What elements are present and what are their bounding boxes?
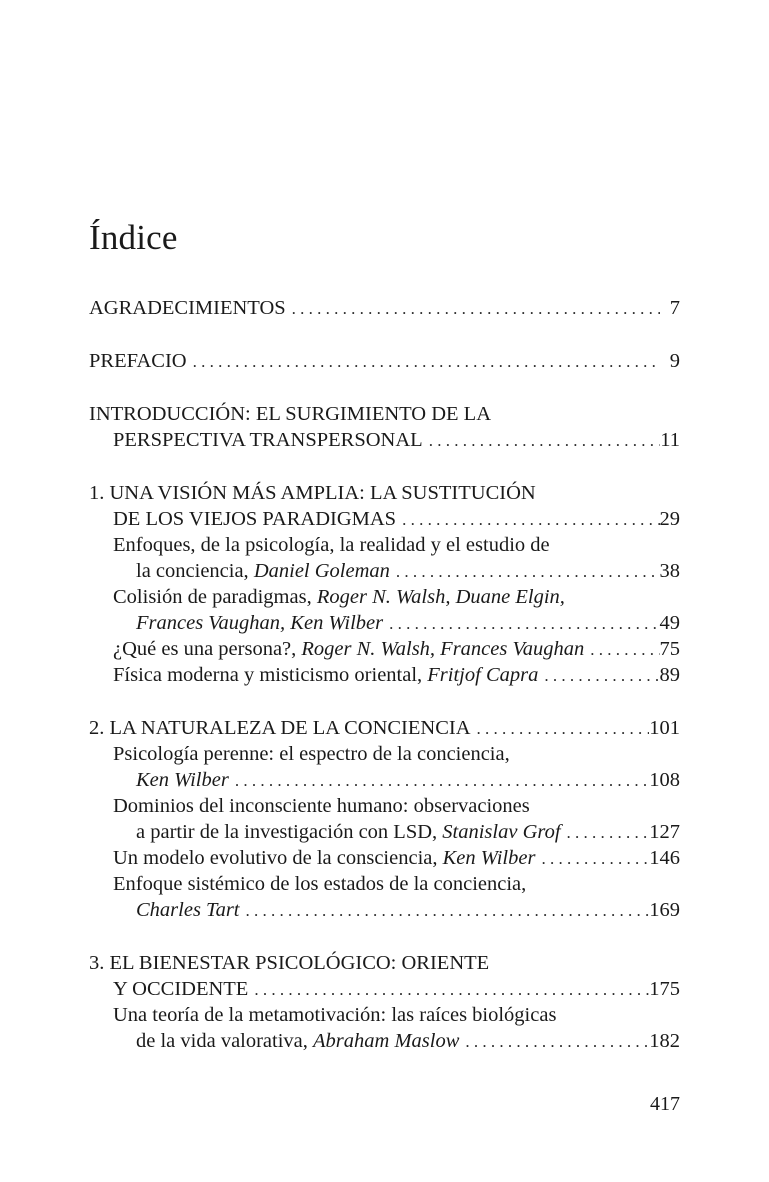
leader-dots [248,977,649,1003]
leader-dots [459,1029,649,1055]
toc-entry-prefacio[interactable] [89,348,680,374]
toc-author: Daniel Goleman [253,560,390,582]
toc-entry-introduccion-cont[interactable] [113,427,680,453]
toc-entry-text: PREFACIO [89,350,187,372]
toc-section-modelo[interactable] [113,845,680,871]
toc-page-number: 49 [659,612,680,634]
toc-entry-text: PERSPECTIVA TRANSPERSONAL [113,429,423,451]
toc-page-number: 101 [649,717,680,739]
leader-dots [187,349,660,375]
toc-entry-text: DE LOS VIEJOS PARADIGMAS [113,508,397,530]
toc-entry-text: Colisión de paradigmas, [113,586,317,608]
toc-section-colision-cont[interactable] [136,610,680,636]
toc-entry-text: Dominios del inconsciente humano: observaciones [113,795,530,817]
leader-dots [471,716,650,742]
toc-page-number: 182 [649,1030,680,1052]
toc-entry-agradecimientos[interactable] [89,295,680,321]
toc-page-number: 108 [649,769,680,791]
leader-dots [538,663,659,689]
toc-entry-text: Física moderna y misticismo oriental, [113,664,428,686]
toc-section-metamotivacion[interactable] [113,1002,680,1028]
toc-entry-text: Y OCCIDENTE [113,978,249,1000]
toc-entry-text: a partir de la investigación con LSD, [136,821,443,843]
toc-author: Ken Wilber [136,769,229,791]
leader-dots [229,768,649,794]
toc-page-number: 175 [649,978,680,1000]
toc-author: Frances Vaughan, Ken Wilber [136,612,384,634]
toc-section-perenne-cont[interactable] [136,767,680,793]
toc-section-persona[interactable] [113,636,680,662]
toc-entry-text: Un modelo evolutivo de la consciencia, [113,847,443,869]
toc-entry-introduccion[interactable] [89,401,680,427]
toc-page-number: 127 [649,821,680,843]
toc-section-goleman[interactable] [113,532,680,558]
toc-section-sistemico-cont[interactable] [136,897,680,923]
toc-entry-text: 2. LA NATURALEZA DE LA CONCIENCIA [89,717,471,739]
toc-entry-text: INTRODUCCIÓN: EL SURGIMIENTO DE LA [89,403,492,425]
leader-dots [240,898,650,924]
toc-section-goleman-cont[interactable] [136,558,680,584]
toc-entry-text: Psicología perenne: el espectro de la conciencia, [113,743,510,765]
toc-author: Fritjof Capra [427,664,539,686]
toc-page-number: 29 [659,508,680,530]
toc-section-fisica[interactable] [113,662,680,688]
toc-section-dominios[interactable] [113,793,680,819]
toc-chapter-3[interactable] [89,950,680,976]
toc-page-number: 7 [669,297,680,319]
toc-entry-text: 3. EL BIENESTAR PSICOLÓGICO: ORIENTE [89,952,490,974]
toc-author: Stanislav Grof [442,821,561,843]
toc-section-perenne[interactable] [113,741,680,767]
leader-dots [561,820,650,846]
toc-entry-text: Enfoques, de la psicología, la realidad y el estudio de [113,534,550,556]
toc-author: Charles Tart [136,899,240,921]
toc-entry-text: 1. UNA VISIÓN MÁS AMPLIA: LA SUSTITUCIÓN [89,482,536,504]
page-title: Índice [89,218,178,257]
toc-author: Abraham Maslow [313,1030,460,1052]
toc-chapter-3-cont[interactable] [113,976,680,1002]
toc-page-number: 146 [649,847,680,869]
toc-entry-text: AGRADECIMIENTOS [89,297,286,319]
toc-section-metamotivacion-cont[interactable] [136,1028,680,1054]
toc-chapter-2[interactable] [89,715,680,741]
toc-page-number: 169 [649,899,680,921]
toc-section-dominios-cont[interactable] [136,819,680,845]
toc-page-number: 9 [669,350,680,372]
leader-dots [584,637,659,663]
toc-section-colision[interactable] [113,584,680,610]
leader-dots [396,507,659,533]
toc-chapter-1-cont[interactable] [113,506,680,532]
toc-entry-text: la conciencia, [136,560,254,582]
toc-entry-text: Una teoría de la metamotivación: las raíces biológicas [113,1004,557,1026]
toc-page-number: 89 [659,664,680,686]
toc-chapter-1[interactable] [89,480,680,506]
toc-page-number: 38 [659,560,680,582]
toc-entry-text: de la vida valorativa, [136,1030,314,1052]
leader-dots [535,846,649,872]
toc-page-number: 75 [659,638,680,660]
toc-section-sistemico[interactable] [113,871,680,897]
toc-page-number: 11 [660,429,680,451]
leader-dots [423,428,660,454]
toc-author: Roger N. Walsh, Frances Vaughan [301,638,585,660]
leader-dots [383,611,659,637]
leader-dots [286,296,660,322]
toc-author: Ken Wilber [442,847,536,869]
leader-dots [390,559,660,585]
toc-entry-text: Enfoque sistémico de los estados de la conciencia, [113,873,527,895]
page-number: 417 [650,1093,680,1115]
toc-author: Roger N. Walsh, Duane Elgin, [316,586,565,608]
toc-entry-text: ¿Qué es una persona?, [113,638,302,660]
